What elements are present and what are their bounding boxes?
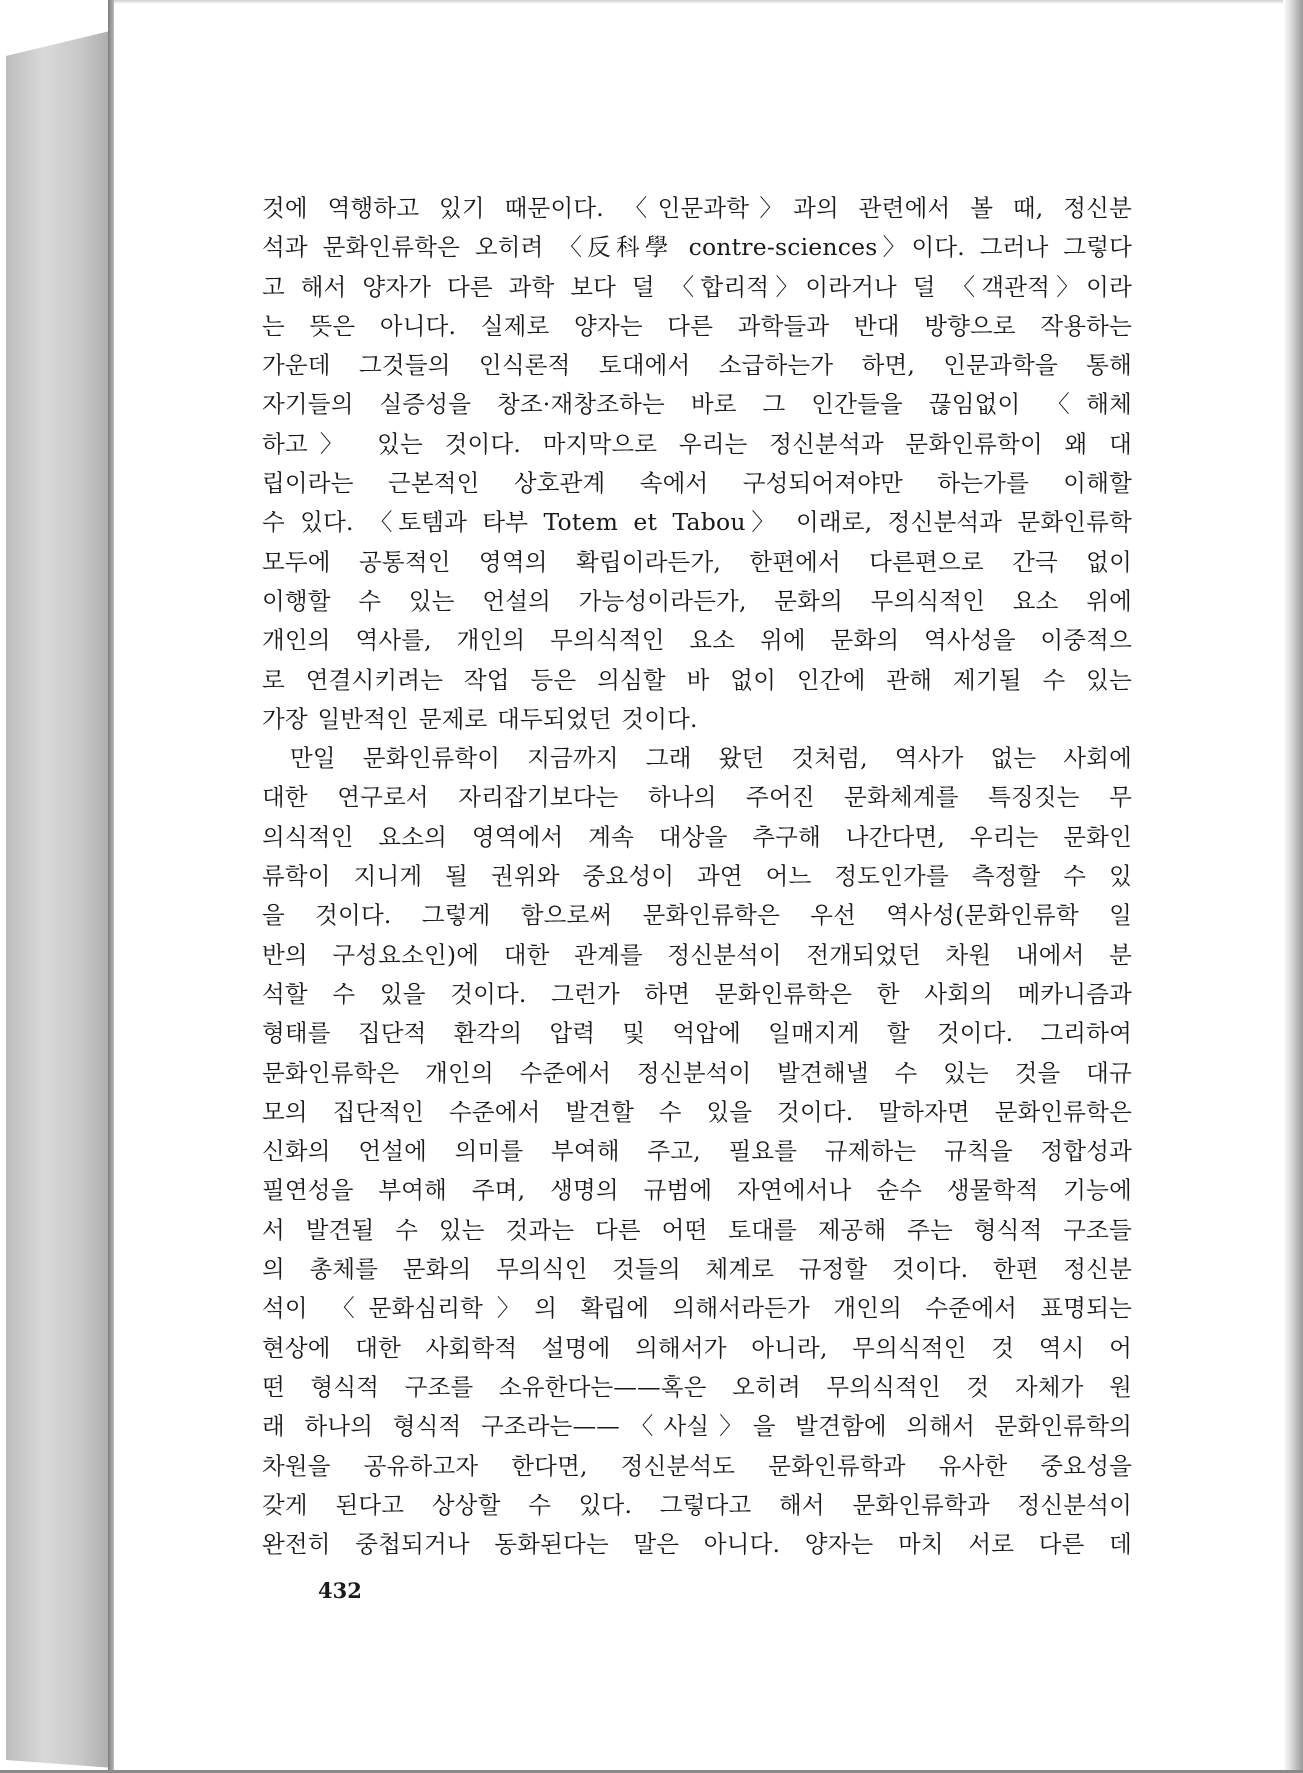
book-page — [114, 0, 1283, 1773]
text-line: 의 총체를 문화의 무의식인 것들의 체계로 규정할 것이다. 한편 정신분 — [262, 1255, 1132, 1284]
text-line: 만일 문화인류학이 지금까지 그래 왔던 것처럼, 역사가 없는 사회에 — [290, 744, 1132, 773]
text-line: 하고〉 있는 것이다. 마지막으로 우리는 정신분석과 문화인류학이 왜 대 — [262, 429, 1132, 458]
text-line: 자기들의 실증성을 창조·재창조하는 바로 그 인간들을 끊임없이 〈해체 — [262, 390, 1132, 419]
text-line: 떤 형식적 구조를 소유한다는——혹은 오히려 무의식적인 것 자체가 원 — [262, 1372, 1132, 1401]
text-line: 서 발견될 수 있는 것과는 다른 어떤 토대를 제공해 주는 형식적 구조들 — [262, 1215, 1132, 1244]
text-line: 개인의 역사를, 개인의 무의식적인 요소 위에 문화의 역사성을 이중적으 — [262, 626, 1132, 655]
text-line: 완전히 중첩되거나 동화된다는 말은 아니다. 양자는 마치 서로 다른 데 — [262, 1530, 1132, 1559]
text-line: 현상에 대한 사회학적 설명에 의해서가 아니라, 무의식적인 것 역시 어 — [262, 1333, 1132, 1362]
text-line: 는 뜻은 아니다. 실제로 양자는 다른 과학들과 반대 방향으로 작용하는 — [262, 311, 1132, 340]
text-line: 의식적인 요소의 영역에서 계속 대상을 추구해 나간다면, 우리는 문화인 — [262, 822, 1132, 851]
text-line: 신화의 언설에 의미를 부여해 주고, 필요를 규제하는 규칙을 정합성과 — [262, 1137, 1132, 1166]
text-line: 수 있다. 〈토템과 타부 Totem et Tabou〉 이래로, 정신분석과 문화인류학 — [262, 508, 1132, 537]
body-text — [262, 189, 1132, 1564]
text-line: 갖게 된다고 상상할 수 있다. 그렇다고 해서 문화인류학과 정신분석이 — [262, 1490, 1132, 1519]
text-line: 석이 〈문화심리학〉의 확립에 의해서라든가 개인의 수준에서 표명되는 — [262, 1294, 1132, 1323]
text-line: 래 하나의 형식적 구조라는——〈사실〉을 발견함에 의해서 문화인류학의 — [262, 1412, 1132, 1441]
text-line: 을 것이다. 그렇게 함으로써 문화인류학은 우선 역사성(문화인류학 일 — [262, 901, 1132, 930]
text-line: 류학이 지니게 될 권위와 중요성이 과연 어느 정도인가를 측정할 수 있 — [262, 862, 1132, 891]
text-line: 모의 집단적인 수준에서 발견할 수 있을 것이다. 말하자면 문화인류학은 — [262, 1097, 1132, 1126]
text-line: 형태를 집단적 환각의 압력 및 억압에 일매지게 할 것이다. 그리하여 — [262, 1019, 1132, 1048]
text-line: 필연성을 부여해 주며, 생명의 규범에 자연에서나 순수 생물학적 기능에 — [262, 1176, 1132, 1205]
book-spine — [6, 30, 114, 1768]
spine-edge — [108, 0, 114, 1773]
text-line: 석할 수 있을 것이다. 그런가 하면 문화인류학은 한 사회의 메카니즘과 — [262, 979, 1132, 1008]
page-number: 432 — [318, 1578, 362, 1603]
text-line: 차원을 공유하고자 한다면, 정신분석도 문화인류학과 유사한 중요성을 — [262, 1451, 1132, 1480]
text-line: 것에 역행하고 있기 때문이다. 〈인문과학〉과의 관련에서 볼 때, 정신분 — [262, 194, 1132, 222]
text-line: 고 해서 양자가 다른 과학 보다 덜 〈합리적〉이라거나 덜 〈객관적〉이라 — [262, 272, 1132, 301]
text-line: 반의 구성요소인)에 대한 관계를 정신분석이 전개되었던 차원 내에서 분 — [262, 940, 1132, 969]
text-line: 모두에 공통적인 영역의 확립이라든가, 한편에서 다른편으로 간극 없이 — [262, 547, 1132, 576]
text-line: 대한 연구로서 자리잡기보다는 하나의 주어진 문화체계를 특징짓는 무 — [262, 783, 1132, 812]
page-top-shadow — [114, 0, 1283, 4]
page-right-shadow — [1283, 0, 1303, 1773]
text-line: 가운데 그것들의 인식론적 토대에서 소급하는가 하면, 인문과학을 통해 — [262, 351, 1132, 380]
text-line: 문화인류학은 개인의 수준에서 정신분석이 발견해낼 수 있는 것을 대규 — [262, 1058, 1132, 1087]
text-line: 립이라는 근본적인 상호관계 속에서 구성되어져야만 하는가를 이해할 — [262, 469, 1132, 498]
text-line: 가장 일반적인 문제로 대두되었던 것이다. — [262, 704, 698, 733]
text-line: 석과 문화인류학은 오히려 〈反科學 contre-sciences〉이다. 그러나 그렇다 — [262, 233, 1132, 262]
text-line: 이행할 수 있는 언설의 가능성이라든가, 문화의 무의식적인 요소 위에 — [262, 586, 1132, 615]
text-line: 로 연결시키려는 작업 등은 의심할 바 없이 인간에 관해 제기될 수 있는 — [262, 665, 1132, 694]
